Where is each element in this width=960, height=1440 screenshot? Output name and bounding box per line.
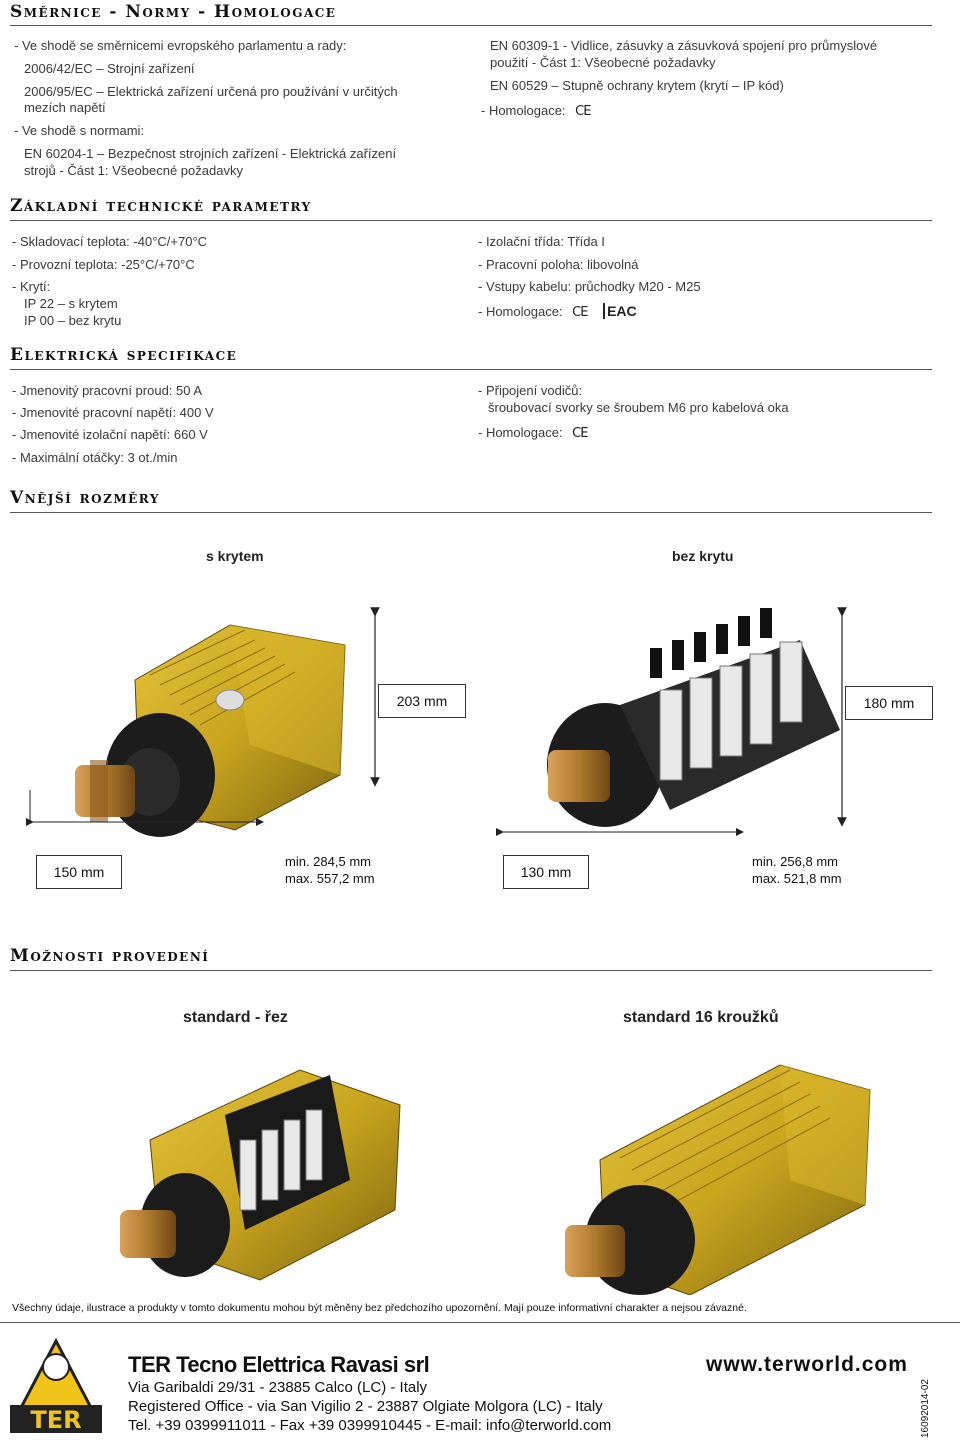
directive-line: strojů - Část 1: Všeobecné požadavky xyxy=(24,163,243,178)
ce-mark-icon: CE xyxy=(572,305,588,320)
depth-with-cover-label: 150 mm xyxy=(36,855,122,889)
length-without-cover-label: min. 256,8 mm max. 521,8 mm xyxy=(752,854,842,886)
company-address: Via Garibaldi 29/31 - 23885 Calco (LC) - Italy xyxy=(128,1379,428,1396)
standard-line: EN 60529 – Stupně ochrany krytem (krytí – IP kód) xyxy=(490,78,784,93)
product-standard-16-rings-illustration xyxy=(565,1065,870,1295)
depth-without-cover-label: 130 mm xyxy=(503,855,589,889)
length-with-cover-label: min. 284,5 mm max. 557,2 mm xyxy=(285,854,375,886)
standard-line: EN 60309-1 - Vidlice, zásuvky a zásuvková spojení pro průmyslové xyxy=(490,38,878,53)
spec-line: - Maximální otáčky: 3 ot./min xyxy=(12,450,178,465)
section-title-variants: Možnosti provedení xyxy=(10,946,210,966)
disclaimer-text: Všechny údaje, ilustrace a produkty v tomto dokumentu mohou být měněny bez předchozího upozornění. Mají pouze informativní charakter a nejsou závazné. xyxy=(12,1302,747,1314)
param-line: IP 00 – bez krytu xyxy=(24,313,122,328)
document-code: 16092014-02 xyxy=(920,1379,931,1438)
section-divider xyxy=(10,220,932,221)
section-title-electrical: Elektrická specifikace xyxy=(10,345,238,365)
footer-divider xyxy=(0,1322,960,1323)
height-with-cover-label: 203 mm xyxy=(378,684,466,718)
homologation-label: - Homologace: CE xyxy=(478,425,588,441)
product-without-cover-illustration xyxy=(547,608,840,827)
spec-line: - Jmenovité izolační napětí: 660 V xyxy=(12,427,208,442)
ter-logo xyxy=(10,1335,102,1435)
caption-standard-16-rings: standard 16 kroužků xyxy=(623,1009,779,1026)
homologation-label: - Homologace: CE EAC xyxy=(478,303,637,320)
section-divider xyxy=(10,369,932,370)
section-title-technical: Základní technické parametry xyxy=(10,196,312,216)
caption-with-cover: s krytem xyxy=(206,548,264,564)
section-divider xyxy=(10,512,932,513)
directive-line: 2006/42/EC – Strojní zařízení xyxy=(24,61,195,76)
product-cutaway-illustration xyxy=(120,1070,400,1280)
height-without-cover-label: 180 mm xyxy=(845,686,933,720)
directive-line: 2006/95/EC – Elektrická zařízení určená pro používání v určitých xyxy=(24,84,398,99)
directive-line: EN 60204-1 – Bezpečnost strojních zařízení - Elektrická zařízení xyxy=(24,146,397,161)
param-line: - Skladovací teplota: -40°C/+70°C xyxy=(12,234,208,249)
registered-office: Registered Office - via San Vigilio 2 - 23887 Olgiate Molgora (LC) - Italy xyxy=(128,1398,603,1415)
ce-mark-icon: CE xyxy=(572,426,588,441)
section-title-directives: Směrnice - Normy - Homologace xyxy=(10,2,337,22)
variants-illustration xyxy=(0,1030,960,1295)
param-line: - Provozní teplota: -25°C/+70°C xyxy=(12,257,195,272)
directive-line: mezích napětí xyxy=(24,100,106,115)
param-line: IP 22 – s krytem xyxy=(24,296,118,311)
param-line: - Vstupy kabelu: průchodky M20 - M25 xyxy=(478,279,701,294)
spec-line: - Jmenovitý pracovní proud: 50 A xyxy=(12,383,203,398)
section-divider xyxy=(10,970,932,971)
param-line: - Krytí: xyxy=(12,279,51,294)
homologation-label: - Homologace: CE xyxy=(481,103,591,119)
company-name: TER Tecno Elettrica Ravasi srl xyxy=(128,1352,430,1377)
eac-mark-icon: EAC xyxy=(603,303,637,319)
param-line: - Pracovní poloha: libovolná xyxy=(478,257,639,272)
ce-mark-icon: CE xyxy=(575,104,591,119)
spec-line: - Jmenovité pracovní napětí: 400 V xyxy=(12,405,214,420)
spec-line: šroubovací svorky se šroubem M6 pro kabelová oka xyxy=(488,400,789,415)
caption-standard-cut: standard - řez xyxy=(183,1009,288,1026)
caption-without-cover: bez krytu xyxy=(672,548,734,564)
directive-line: - Ve shodě s normami: xyxy=(14,123,145,138)
param-line: - Izolační třída: Třída I xyxy=(478,234,605,249)
contact-info: Tel. +39 0399911011 - Fax +39 0399910445 - E-mail: info@terworld.com xyxy=(128,1417,612,1434)
section-title-dimensions: Vnější rozměry xyxy=(10,488,160,508)
logo-text: TER xyxy=(30,1406,82,1434)
website-link[interactable]: www.terworld.com xyxy=(706,1353,908,1376)
section-divider xyxy=(10,25,932,26)
product-with-cover-illustration xyxy=(75,625,345,837)
directive-line: - Ve shodě se směrnicemi evropského parlamentu a rady: xyxy=(14,38,347,53)
spec-line: - Připojení vodičů: xyxy=(478,383,583,398)
standard-line: použití - Část 1: Všeobecné požadavky xyxy=(490,55,716,70)
